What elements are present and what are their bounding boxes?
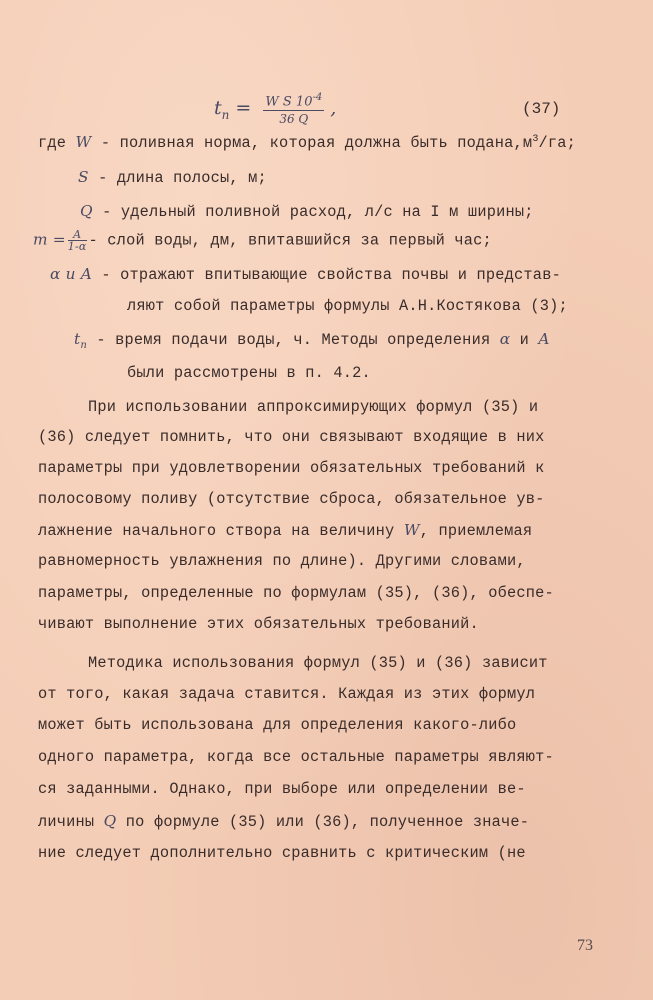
paragraph-text: , приемлемая xyxy=(419,522,533,540)
formula-trail: , xyxy=(330,97,337,120)
paragraph1-line: чивают выполнение этих обязательных требований. xyxy=(38,615,479,633)
formula-denominator: 36 Q xyxy=(279,112,309,127)
definition-text: ляют собой параметры формулы А.Н.Костякова (3); xyxy=(127,297,568,315)
paragraph1-line: (36) следует помнить, что они связывают входящие в них xyxy=(38,428,545,446)
definition-m xyxy=(33,229,492,252)
paragraph1-line xyxy=(38,521,532,540)
paragraph1-line: равномерность увлажнения по длине). Другими словами, xyxy=(38,552,526,570)
formula-numerator-text: W S 10 xyxy=(265,94,313,110)
symbol-alpha: α xyxy=(499,330,511,348)
symbol-a: A xyxy=(538,330,550,348)
paragraph1-line: При использовании аппроксимирующих формул (35) и xyxy=(88,398,539,416)
formula-lhs: t xyxy=(214,97,222,120)
definition-text: - время подачи воды, ч. Методы определения xyxy=(87,331,500,349)
definition-sup: 3 xyxy=(532,133,539,145)
paragraph2-line: может быть использована для определения какого-либо xyxy=(38,716,517,734)
formula-lhs-sub: n xyxy=(221,107,230,122)
definition-alpha-a xyxy=(50,265,561,284)
definition-tail xyxy=(127,364,371,382)
paragraph2-line xyxy=(38,812,529,831)
paragraph1-line: параметры, определенные по формулам (35), (36), обеспе- xyxy=(38,584,554,602)
paragraph2-line: Методика использования формул (35) и (36) зависит xyxy=(88,654,548,672)
definition-q xyxy=(80,202,534,221)
paragraph2-line: ние следует дополнительно сравнить с критическим (не xyxy=(38,844,526,862)
symbol-m: m = xyxy=(33,230,66,249)
symbol-t: t xyxy=(74,330,81,348)
definition-text-after: /га; xyxy=(538,134,577,152)
definition-continuation xyxy=(127,297,568,315)
paragraph1-line: параметры при удовлетворении обязательных требований к xyxy=(38,459,545,477)
paragraph1-line: полосовому поливу (отсутствие сброса, обязательное ув- xyxy=(38,490,545,508)
symbol-s: S xyxy=(78,168,89,186)
formula-fraction xyxy=(263,92,324,126)
formula-numerator xyxy=(263,92,324,111)
definition-text-mid: и xyxy=(510,331,539,349)
paragraph2-line: одного параметра, когда все остальные параметры являют- xyxy=(38,748,554,766)
page-number: 73 xyxy=(577,937,593,954)
paragraph-text: по формуле (35) или (36), полученное значе- xyxy=(116,813,530,831)
paragraph2-line: от того, какая задача ставится. Каждая из этих формул xyxy=(38,685,536,703)
symbol-q: Q xyxy=(80,202,93,220)
paragraph2-line: ся заданными. Однако, при выборе или определении ве- xyxy=(38,780,526,798)
symbol-w: W xyxy=(403,521,420,539)
formula-numerator-exp: -4 xyxy=(312,92,323,103)
definition-s xyxy=(78,168,267,187)
paragraph-text: лажнение начального створа на величину xyxy=(38,522,404,540)
definition-w xyxy=(38,133,576,152)
definition-text: - поливная норма, которая должна быть подана,м xyxy=(91,134,533,152)
symbol-alpha-a: α и A xyxy=(50,265,92,283)
paragraph-text: личины xyxy=(38,813,104,831)
definition-tn xyxy=(74,330,550,351)
definition-text: - отражают впитывающие свойства почвы и представ- xyxy=(91,266,561,284)
m-fraction xyxy=(68,229,87,252)
definition-prefix: где xyxy=(38,134,76,152)
definition-text: - слой воды, дм, впитавшийся за первый час; xyxy=(88,231,492,250)
formula-37 xyxy=(214,92,336,126)
m-fraction-num: A xyxy=(68,229,87,241)
definition-text: - удельный поливной расход, л/с на I м ширины; xyxy=(92,203,534,221)
equation-number: (37) xyxy=(522,100,561,118)
definition-text: были рассмотрены в п. 4.2. xyxy=(127,364,371,382)
m-fraction-den: 1-α xyxy=(67,240,87,253)
symbol-w: W xyxy=(75,133,92,151)
symbol-q: Q xyxy=(103,812,117,830)
symbol-t-sub: n xyxy=(80,340,87,352)
formula-eq: = xyxy=(235,97,252,120)
definition-text: - длина полосы, м; xyxy=(88,169,267,187)
